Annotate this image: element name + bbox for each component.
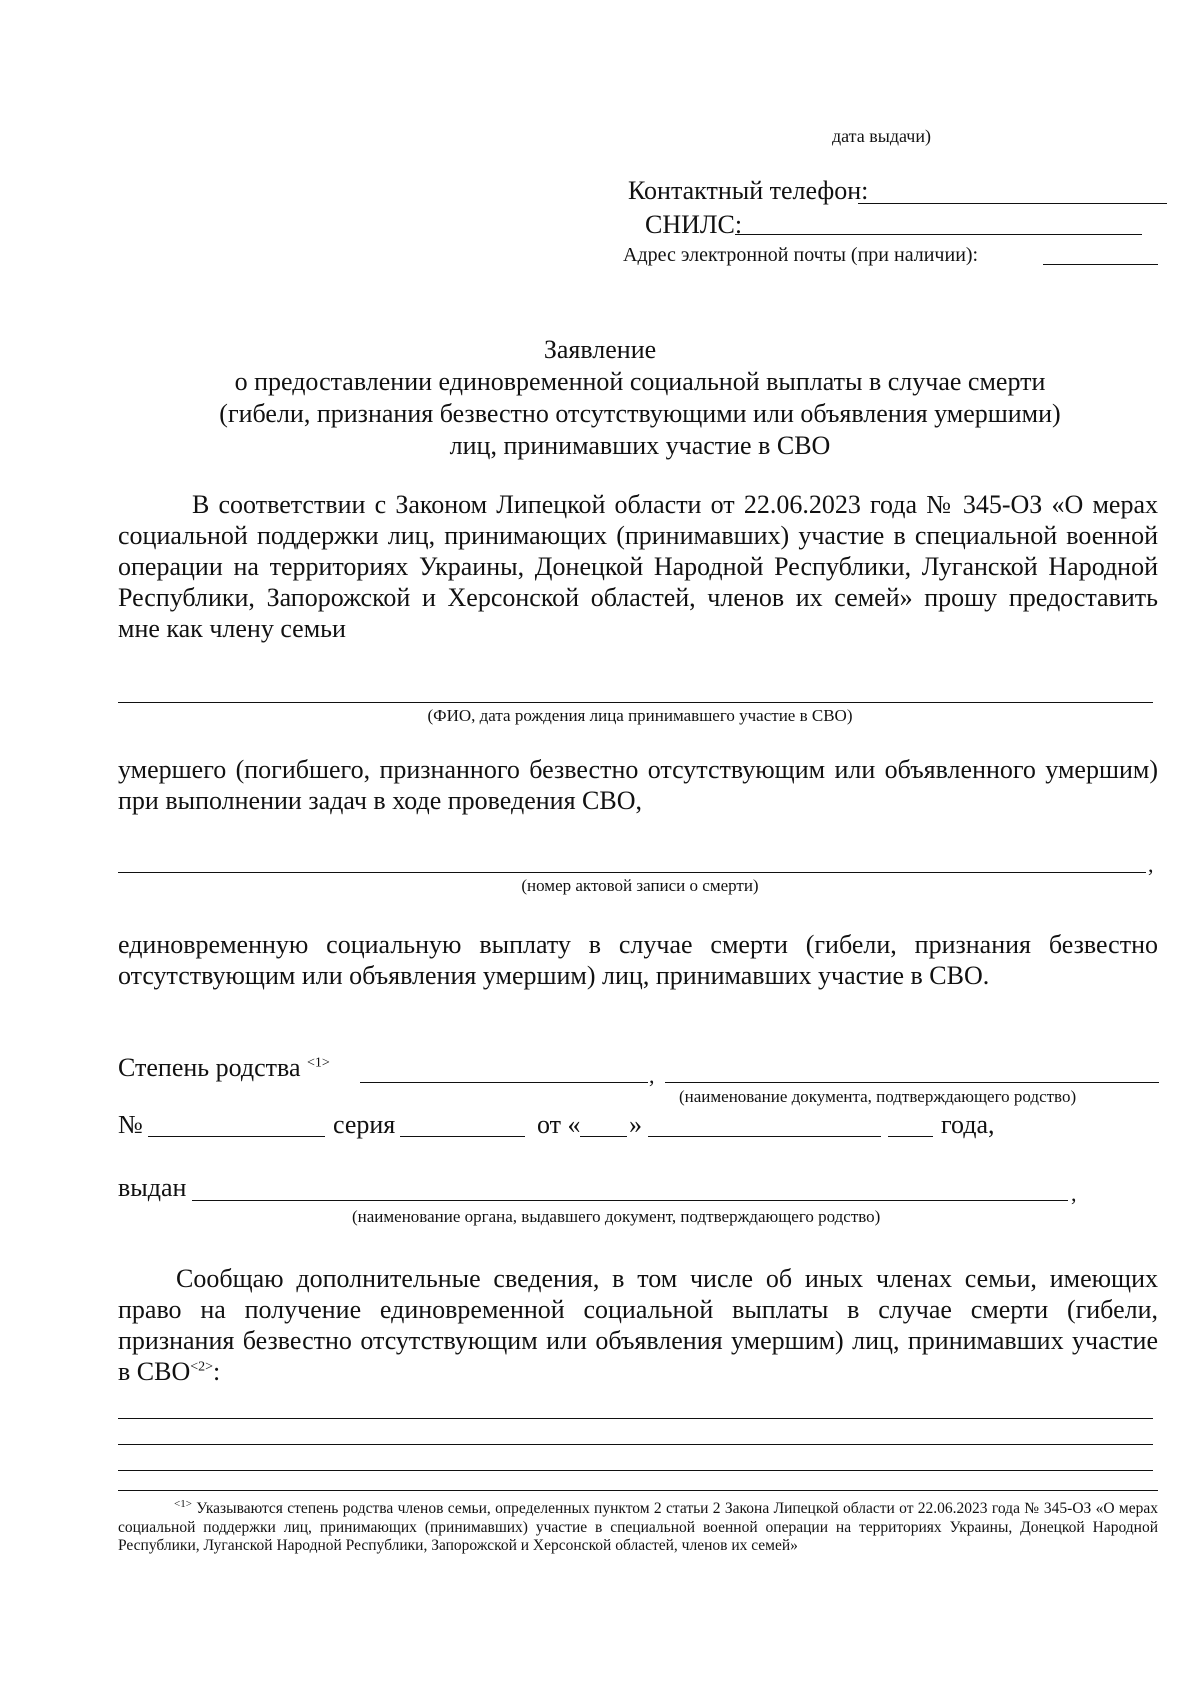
email-label: Адрес электронной почты (при наличии): [623, 244, 979, 266]
document-number-field[interactable] [148, 1136, 325, 1137]
title-line-2: о предоставлении единовременной социальной выплаты в случае смерти [234, 367, 1046, 396]
kinship-field[interactable] [360, 1082, 648, 1083]
issuer-comma: , [1071, 1181, 1077, 1206]
additional-info-line-2[interactable] [118, 1444, 1153, 1445]
death-record-field[interactable] [118, 872, 1146, 873]
additional-info-line-3[interactable] [118, 1470, 1153, 1471]
snils-field[interactable] [735, 234, 1142, 235]
document-year-field[interactable] [888, 1136, 933, 1137]
kinship-document-caption: (наименование документа, подтверждающего родство) [679, 1087, 1077, 1106]
footnote-separator [118, 1490, 1158, 1491]
fio-caption: (ФИО, дата рождения лица принимавшего участие в СВО) [427, 706, 853, 725]
document-month-field[interactable] [648, 1136, 881, 1137]
document-series-field[interactable] [400, 1136, 525, 1137]
year-label: года, [941, 1110, 995, 1139]
issuer-field[interactable] [192, 1200, 1068, 1201]
additional-info-paragraph [118, 1263, 1158, 1387]
from-label: от « [537, 1110, 581, 1139]
kinship-label-wrap [118, 1052, 330, 1083]
document-day-field[interactable] [580, 1136, 627, 1137]
title-line-3: (гибели, признания безвестно отсутствующими или объявления умершими) [219, 399, 1061, 428]
title-line-4: лиц, принимавших участие в СВО [449, 431, 831, 460]
intro-paragraph: В соответствии с Законом Липецкой области от 22.06.2023 года № 345-ОЗ «О мерах социальной поддержки лиц, принимающих (принимавших) участие в специальной военной операции на территориях Украины, Донецкой Народной Республики, Луганской Народной Республики, Запорожской и Херсонской областей, членов их семей» прошу предоставить мне как члену семьи [118, 490, 1158, 643]
series-label: серия [333, 1110, 396, 1139]
snils-label: СНИЛС: [645, 210, 743, 239]
email-field[interactable] [1043, 264, 1158, 265]
death-record-comma: , [1148, 852, 1154, 877]
additional-info-line-1[interactable] [118, 1418, 1153, 1419]
issue-date-caption: дата выдачи) [832, 126, 931, 146]
deceased-paragraph: умершего (погибшего, признанного безвестно отсутствующим или объявленного умершим) при выполнении задач в ходе проведения СВО, [118, 755, 1158, 815]
issuer-caption: (наименование органа, выдавшего документ, подтверждающего родство) [352, 1207, 881, 1226]
phone-label: Контактный телефон: [628, 176, 869, 205]
issued-label: выдан [118, 1173, 187, 1202]
quote-close: » [629, 1110, 642, 1139]
kinship-document-field[interactable] [665, 1082, 1159, 1083]
fio-field[interactable] [118, 702, 1153, 703]
phone-field[interactable] [858, 203, 1167, 204]
footnote-text: Указываются степень родства членов семьи, определенных пунктом 2 статьи 2 Закона Липецкой области от 22.06.2023 года № 345-ОЗ «О мерах социальной поддержки лиц, принимающих (принимавших) участие в специальной военной операции на территориях Украины, Донецкой Народной Республики, Луганской Народной Республики, Запорожской и Херсонской областей, членов их семей» [118, 1500, 1158, 1554]
kinship-comma: , [649, 1063, 655, 1088]
document-title: Заявление [543, 335, 657, 364]
footnote-ref: <1> [174, 1497, 192, 1510]
additional-note-ref: <2> [190, 1359, 214, 1375]
payment-paragraph: единовременную социальную выплату в случае смерти (гибели, признания безвестно отсутствующим или объявления умершим) лиц, принимавших участие в СВО. [118, 930, 1158, 990]
footnote [118, 1497, 1158, 1556]
death-record-caption: (номер актовой записи о смерти) [521, 876, 759, 895]
kinship-note-ref: <1> [306, 1055, 330, 1071]
additional-info-text: Сообщаю дополнительные сведения, в том числе об иных членах семьи, имеющих право на получение единовременной социальной выплаты в случае смерти (гибели, признания безвестно отсутствующим или объявления умершим) лиц, принимавших участие в СВО [118, 1264, 1158, 1386]
kinship-label: Степень родства [118, 1053, 301, 1082]
number-label: № [118, 1110, 143, 1139]
additional-colon: : [213, 1357, 221, 1386]
